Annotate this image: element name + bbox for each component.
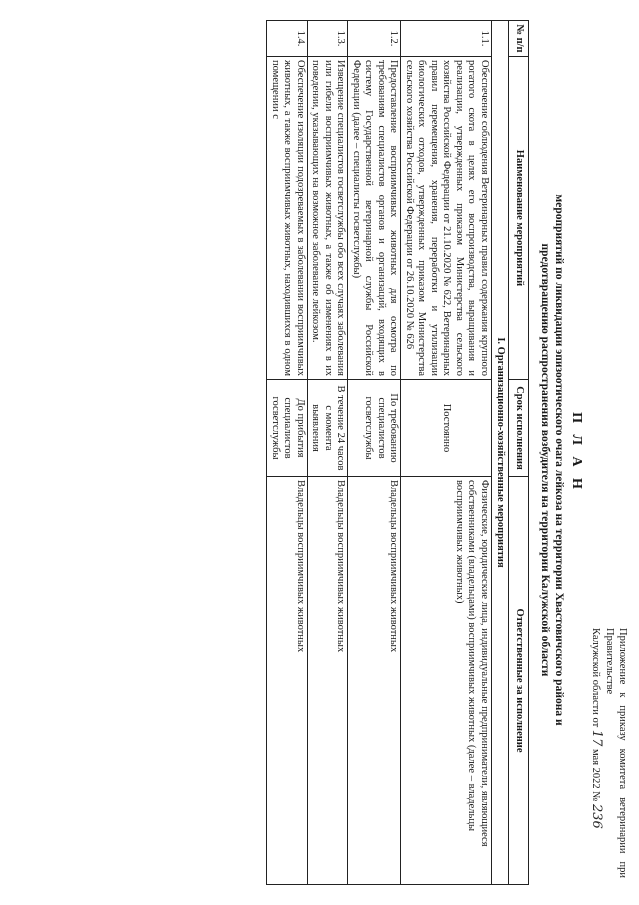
plan-subtitle: мероприятий по ликвидации эпизоотического очага лейкоза на территории Хвастовичского района и предотвращению распространения возбудителя на территории Калужской области [539,194,565,726]
plan-title: П Л А Н [569,412,584,493]
row-term: До прибытия специалистов госветслужбы [267,380,308,477]
row-action: Обеспечение изоляции подозреваемых в заболевании восприимчивых животных, а также восприимчивых животных, находившихся в одном помещении с [267,57,308,380]
header-action: Наименование мероприятий [509,57,529,380]
header-num: № п/п [509,21,529,57]
row-number: 1.4. [267,21,308,57]
row-number: 1.3. [308,21,349,57]
annex-date-mid: мая 2022 № [590,748,601,802]
table-row [348,21,401,885]
row-responsible: Владельцы восприимчивых животных [348,477,401,885]
row-responsible: Владельцы восприимчивых животных [308,477,349,885]
section-title: I. Организационно-хозяйственные мероприятия [492,21,510,885]
table-row [401,21,492,885]
row-term: Постоянно [401,380,492,477]
row-responsible: Физические, юридические лица, индивидуальные предприниматели, являющиеся собственниками (владельцами) восприимчивых животных (далее – владельцы восприимчивых животных) [401,477,492,885]
section-row [492,21,510,885]
annex-day: 17 [589,729,604,747]
table-header-row [509,21,529,885]
row-action: Извещение специалистов госветслужбы обо всех случаях заболевания или гибели восприимчивых животных, а также об изменениях в их поведении, указывающих на возможное заболевание лейкозом. [308,57,349,380]
table-row [267,21,308,885]
row-responsible: Владельцы восприимчивых животных [267,477,308,885]
annex-line1: Приложение к приказу комитета ветеринарии при Правительстве [604,628,628,878]
annex-date-prefix: Калужской области от [590,628,601,728]
row-number: 1.1. [401,21,492,57]
row-action: Обеспечение соблюдения Ветеринарных правил содержания крупного рогатого скота в целях его воспроизводства, выращивания и реализации, утвержденных приказом Министерства сельского хозяйства Российской Федерации от 21.10.2020 № 622, Ветеринарных правил перемещения, хранения, переработки и утилизации биологических отходов, утвержденных приказом Министерства сельского хозяйства Российской Федерации от 26.10.2020 № 626 [401,57,492,380]
annex-number: 236 [589,803,604,829]
row-number: 1.2. [348,21,401,57]
header-term: Срок исполнения [509,380,529,477]
row-term: По требованию специалистов госветслужбы [348,380,401,477]
table-row [308,21,349,885]
row-action: Предоставление восприимчивых животных для осмотра по требованиям специалистов органов и организаций, входящих в систему Государственной ветеринарной службы Российской Федерации (далее – специалисты госветслужбы) [348,57,401,380]
plan-table [267,20,530,885]
row-term: В течение 24 часов с момента выявления [308,380,349,477]
annex-block [589,628,629,878]
header-responsible: Ответственные за исполнение [509,477,529,885]
